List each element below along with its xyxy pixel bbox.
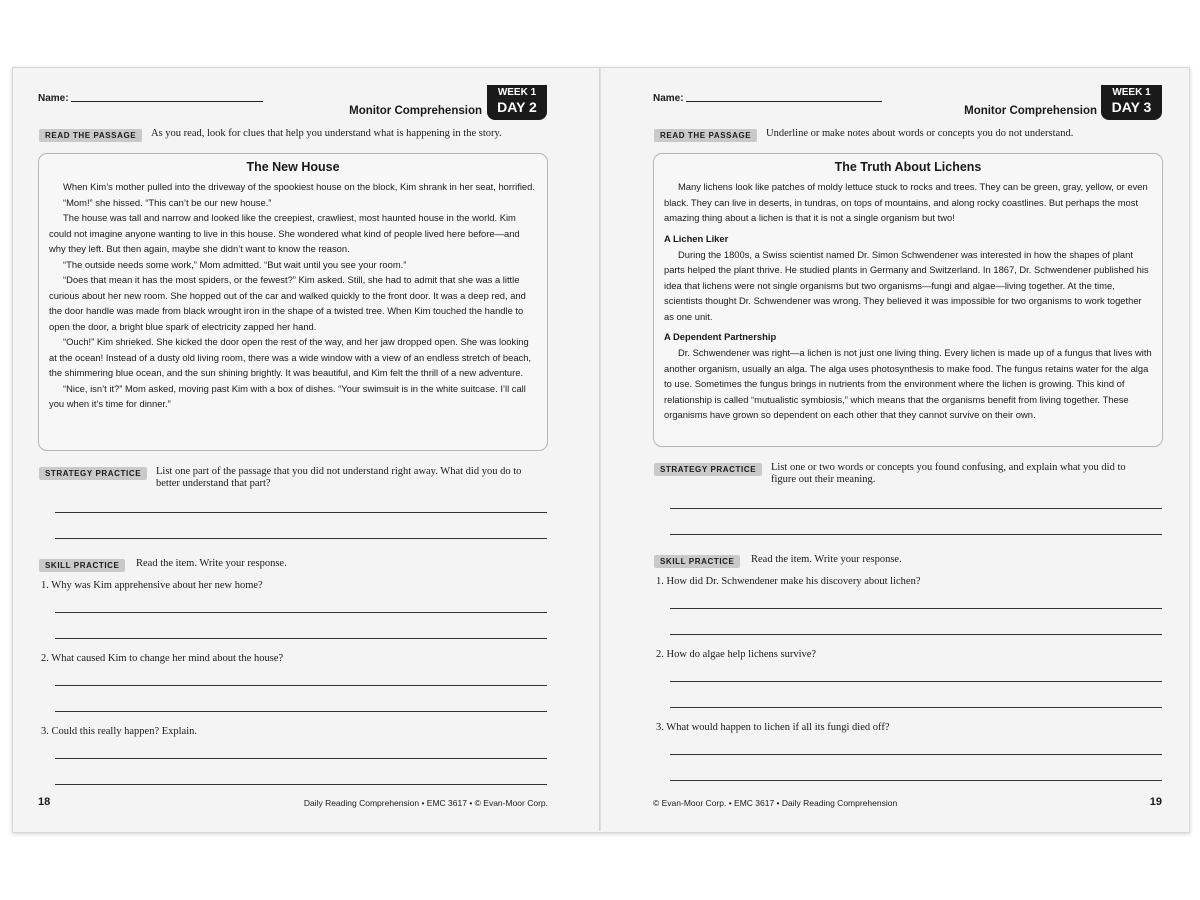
answer-line[interactable]	[670, 508, 1162, 509]
answer-line[interactable]	[55, 638, 547, 639]
right-page	[615, 0, 1175, 900]
passage-box	[653, 153, 1163, 447]
question-1: 1. Why was Kim apprehensive about her new home?	[41, 580, 263, 591]
answer-line[interactable]	[55, 758, 547, 759]
passage-paragraph: “Ouch!” Kim shrieked. She kicked the door open the rest of the way, and her jaw dropped open. She was looking at the ocean! Instead of a dusty old living room, there was a wide window with a view of an endless stretch of beach, the shimmering blue ocean, and the sun shining brightly. It was beautiful, and Kim felt the thrill of a new adventure.	[49, 336, 532, 378]
passage-paragraph: “Does that mean it has the most spiders, or the fewest?” Kim asked. Still, she had to admit that she was a little curious about her new room. She hopped out of the car and walked quickly to the front door. It was a deep red, and the door handle was made from black wrought iron in the shape of a twisted tree. When Kim touched the handle to open the door, a bright blue spark of electricity zapped her hand.	[49, 274, 526, 332]
read-passage-tag: READ THE PASSAGE	[654, 129, 757, 142]
page-number: 19	[1149, 796, 1162, 808]
answer-line[interactable]	[670, 634, 1162, 635]
answer-line[interactable]	[670, 707, 1162, 708]
skill-practice-tag: SKILL PRACTICE	[39, 559, 125, 572]
page-footer: © Evan-Moor Corp. • EMC 3617 • Daily Reading Comprehension	[653, 798, 898, 808]
passage-intro: Many lichens look like patches of moldy lettuce stuck to rocks and trees. They can be green, gray, yellow, or even black. They can live in deserts, in tundras, on tops of mountains, and along rocky coastlines. But perhaps the most amazing thing about a lichen is that it is not a single organism but two!	[664, 181, 1148, 223]
passage-title: The New House	[246, 160, 340, 174]
passage-box	[38, 153, 548, 451]
strategy-instruction: List one part of the passage that you did not understand right away. What did you do to better understand that part?	[156, 466, 522, 489]
page-footer: Daily Reading Comprehension • EMC 3617 • © Evan-Moor Corp.	[303, 798, 548, 808]
passage-paragraph: When Kim’s mother pulled into the driveway of the spookiest house on the block, Kim shrank in her seat, horrified.	[63, 181, 535, 192]
skill-practice-tag: SKILL PRACTICE	[654, 555, 740, 568]
question-2: 2. How do algae help lichens survive?	[656, 649, 817, 660]
question-1: 1. How did Dr. Schwendener make his discovery about lichen?	[656, 576, 921, 587]
strategy-instruction: List one or two words or concepts you found confusing, and explain what you did to figure out their meaning.	[771, 462, 1126, 485]
section-heading: A Lichen Liker	[664, 232, 729, 244]
name-field[interactable]	[71, 101, 263, 102]
read-instruction: As you read, look for clues that help you understand what is happening in the story.	[151, 128, 502, 139]
skill-title: Monitor Comprehension	[964, 105, 1097, 117]
strategy-practice-tag: STRATEGY PRACTICE	[654, 463, 762, 476]
question-2: 2. What caused Kim to change her mind about the house?	[41, 653, 284, 664]
name-label: Name:	[653, 93, 684, 104]
day-label: DAY 2	[497, 99, 537, 115]
week-day-badge	[487, 85, 547, 120]
week-label: WEEK 1	[1112, 87, 1151, 98]
answer-line[interactable]	[670, 608, 1162, 609]
page-number: 18	[38, 796, 51, 808]
answer-line[interactable]	[55, 512, 547, 513]
answer-line[interactable]	[55, 685, 547, 686]
week-label: WEEK 1	[497, 87, 537, 98]
strategy-practice-tag: STRATEGY PRACTICE	[39, 467, 147, 480]
skill-instruction: Read the item. Write your response.	[136, 558, 287, 569]
answer-line[interactable]	[55, 538, 547, 539]
question-3: 3. What would happen to lichen if all its fungi died off?	[656, 722, 890, 733]
passage-title: The Truth About Lichens	[834, 160, 982, 174]
passage-paragraph: “The outside needs some work,” Mom admitted. “But wait until you see your room.”	[63, 258, 407, 270]
passage-paragraph: The house was tall and narrow and looked like the creepiest, crawliest, most haunted house in the world. Kim could not imagine anyone wanting to live in this house. She wondered what kind of people lived here before—and why they left. But then again, maybe she didn’t want to know the reason.	[49, 212, 520, 254]
answer-line[interactable]	[670, 534, 1162, 535]
answer-line[interactable]	[670, 780, 1162, 781]
answer-line[interactable]	[55, 612, 547, 613]
name-field[interactable]	[686, 101, 882, 102]
week-day-badge	[1101, 85, 1162, 120]
name-label: Name:	[38, 93, 69, 104]
left-page	[0, 0, 560, 900]
passage-paragraph: “Nice, isn’t it?” Mom asked, moving past Kim with a box of dishes. “Your swimsuit is in the white suitcase. I’ll call you when it’s time for dinner.”	[49, 382, 526, 409]
skill-instruction: Read the item. Write your response.	[751, 554, 902, 565]
day-label: DAY 3	[1111, 99, 1152, 115]
answer-line[interactable]	[55, 711, 547, 712]
read-instruction: Underline or make notes about words or concepts you do not understand.	[766, 128, 1074, 139]
question-3: 3. Could this really happen? Explain.	[41, 726, 198, 737]
book-gutter	[599, 67, 601, 831]
passage-paragraph: During the 1800s, a Swiss scientist named Dr. Simon Schwendener was interested in how the shapes of plant parts helped the plant thrive. He studied plants in Germany and Switzerland. In 1867, Dr. Schwendener published his idea that lichens were not single organisms but two organisms—fungi and algae—living together. At the time, scientists thought Dr. Schwendener was wrong. They believed it was impossible for two organisms to work together as one unit.	[664, 248, 1149, 322]
answer-line[interactable]	[670, 681, 1162, 682]
answer-line[interactable]	[670, 754, 1162, 755]
answer-line[interactable]	[55, 784, 547, 785]
passage-paragraph: “Mom!” she hissed. “This can’t be our new house.”	[63, 196, 272, 208]
section-heading: A Dependent Partnership	[664, 331, 777, 342]
skill-title: Monitor Comprehension	[349, 105, 482, 117]
read-passage-tag: READ THE PASSAGE	[39, 129, 142, 142]
passage-paragraph: Dr. Schwendener was right—a lichen is not just one living thing. Every lichen is made up of a fungus that lives with another organism, usually an alga. The alga uses photosynthesis to make food. The fungus retains water for the alga to use. Sometimes the fungus brings in nutrients from the environment where the lichen is growing. This kind of relationship is called “mutualistic symbiosis,” which means that the organisms benefit from living together. These organisms have grown so dependent on each other that they cannot survive on their own.	[664, 347, 1152, 420]
